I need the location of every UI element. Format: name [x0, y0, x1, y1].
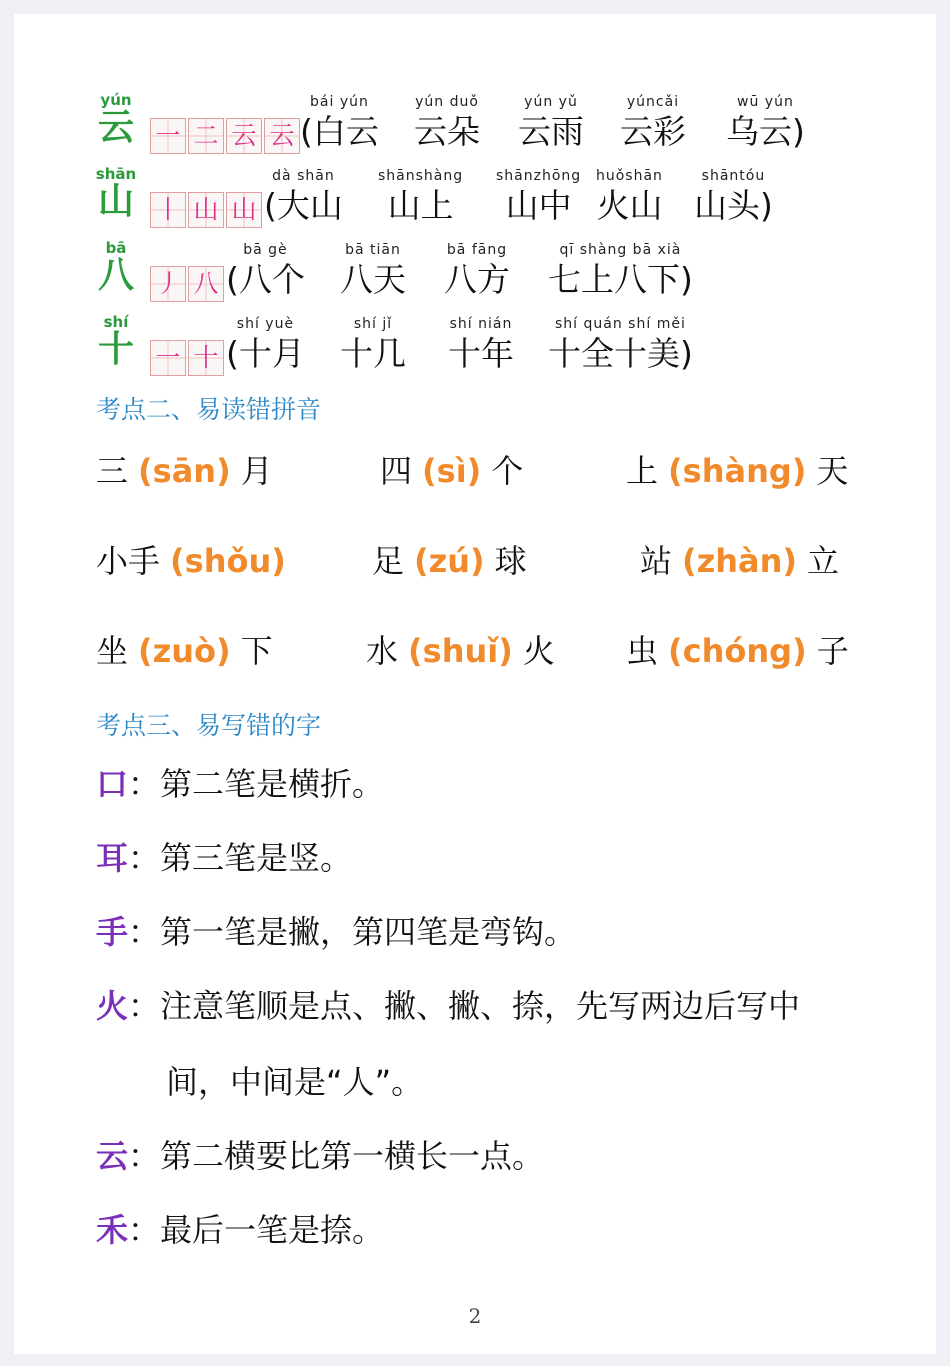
- stroke-cell: 丿: [150, 266, 186, 302]
- note-char: 禾: [96, 1211, 129, 1249]
- pinyin-post: 子: [816, 632, 849, 670]
- word-pinyin: shí nián: [449, 316, 513, 332]
- big-char: [94, 314, 138, 370]
- note-item: [96, 1136, 544, 1176]
- note-text: ：第一笔是撇，第四笔是弯钩。: [128, 913, 577, 951]
- pinyin-value: (sì): [422, 452, 482, 490]
- stroke-cell: 云: [264, 118, 300, 154]
- char-pinyin: bā: [105, 239, 127, 257]
- note-text: ：第二横要比第一横长一点。: [128, 1137, 545, 1175]
- pinyin-post: 球: [494, 542, 527, 580]
- word: [496, 166, 581, 226]
- word: [448, 314, 514, 374]
- char-hanzi: 山: [97, 181, 134, 222]
- page: [14, 14, 936, 1354]
- word-pinyin: yún duǒ: [415, 94, 479, 110]
- pinyin-value: (zuò): [138, 632, 231, 670]
- big-char: [94, 166, 138, 222]
- char-row-shan: [14, 166, 936, 240]
- pinyin-item: [96, 536, 296, 582]
- word-pinyin: shāntóu: [701, 168, 766, 184]
- word-pinyin: yún yǔ: [524, 94, 578, 110]
- pinyin-post: 火: [522, 632, 555, 670]
- pinyin-pre: 坐: [96, 632, 129, 670]
- word-pinyin: bā fāng: [446, 242, 508, 258]
- word: [548, 314, 693, 374]
- word-pinyin: shānshàng: [378, 168, 464, 184]
- word: [340, 314, 406, 374]
- word-hanzi: 云彩: [620, 112, 686, 151]
- word-hanzi: 火山: [596, 186, 663, 225]
- stroke-grids: [150, 192, 264, 228]
- word-pinyin: shí quán shí měi: [555, 316, 686, 332]
- word-hanzi: 山上: [387, 186, 454, 225]
- word-hanzi: 云雨: [518, 112, 584, 151]
- note-text: ：第三笔是竖。: [128, 839, 353, 877]
- word-pinyin: bā gè: [243, 242, 288, 258]
- word: [444, 240, 510, 300]
- note-item: [96, 986, 800, 1026]
- word: [596, 166, 663, 226]
- stroke-cell: 八: [188, 266, 224, 302]
- note-text: ：第二笔是横折。: [128, 765, 385, 803]
- note-char: 耳: [96, 839, 129, 877]
- pinyin-value: (sān): [138, 452, 231, 490]
- pinyin-pre: 足: [372, 542, 405, 580]
- word-hanzi: (白云: [300, 112, 379, 151]
- char-pinyin: shí: [103, 313, 129, 331]
- pinyin-pre: 三: [96, 452, 129, 490]
- word-pinyin: bā tiān: [345, 242, 401, 258]
- pinyin-item: [626, 626, 849, 672]
- word-pinyin: dà shān: [272, 168, 335, 184]
- note-char: 口: [96, 765, 129, 803]
- pinyin-post: 天: [816, 452, 849, 490]
- pinyin-value: (zú): [414, 542, 485, 580]
- stroke-grids: [150, 266, 226, 302]
- section-title: 考点二、易读错拼音: [96, 395, 322, 424]
- char-pinyin: yún: [100, 91, 132, 109]
- pinyin-item: [96, 446, 273, 492]
- word: [518, 92, 584, 152]
- word-pinyin: wū yún: [737, 94, 794, 110]
- word-hanzi: 山中: [505, 186, 572, 225]
- word-hanzi: 乌云): [726, 112, 805, 151]
- word-hanzi: 八方: [444, 260, 510, 299]
- word-pinyin: shānzhōng: [496, 168, 582, 184]
- word-pinyin: huǒshān: [596, 168, 663, 184]
- word: [620, 92, 686, 152]
- pinyin-post: 立: [807, 542, 840, 580]
- pinyin-item: [380, 446, 523, 492]
- word-hanzi: (八个: [226, 260, 305, 299]
- section-title: 考点三、易写错的字: [96, 711, 322, 740]
- char-hanzi: 八: [97, 255, 134, 296]
- note-item: [96, 838, 352, 878]
- page-number: 2: [468, 1304, 482, 1328]
- note-item: [96, 912, 576, 952]
- pinyin-item: [96, 626, 273, 672]
- word: [726, 92, 805, 152]
- note-char: 手: [96, 913, 129, 951]
- word: [226, 314, 305, 374]
- word-hanzi: (大山: [264, 186, 343, 225]
- char-hanzi: 十: [97, 329, 134, 370]
- word-hanzi: 十几: [340, 334, 406, 373]
- pinyin-item: [626, 446, 848, 492]
- pinyin-post: 月: [240, 452, 273, 490]
- word-hanzi: (十月: [226, 334, 305, 373]
- word-hanzi: 八天: [340, 260, 406, 299]
- word-pinyin: bái yún: [310, 94, 369, 110]
- pinyin-pre: 虫: [626, 632, 659, 670]
- note-item: [96, 764, 384, 804]
- pinyin-pre: 四: [380, 452, 413, 490]
- stroke-cell: 二: [188, 118, 224, 154]
- pinyin-post: 下: [240, 632, 273, 670]
- word: [548, 240, 693, 300]
- word-pinyin: shí yuè: [236, 316, 295, 332]
- word-hanzi: 山头): [694, 186, 773, 225]
- char-row-shi: [14, 314, 936, 388]
- char-pinyin: shān: [95, 165, 137, 183]
- word-hanzi: 十年: [448, 334, 514, 373]
- pinyin-item: [366, 626, 555, 672]
- word: [300, 92, 379, 152]
- char-row-yun: [14, 92, 936, 166]
- pinyin-item: [640, 536, 839, 582]
- char-hanzi: 云: [97, 107, 134, 148]
- stroke-cell: 云: [226, 118, 262, 154]
- pinyin-value: (chóng): [668, 632, 807, 670]
- stroke-cell: 山: [188, 192, 224, 228]
- pinyin-post: 个: [491, 452, 524, 490]
- pinyin-pre: 站: [640, 542, 673, 580]
- char-row-ba: [14, 240, 936, 314]
- word: [264, 166, 343, 226]
- pinyin-value: (zhàn): [682, 542, 798, 580]
- pinyin-value: (shàng): [668, 452, 807, 490]
- word-pinyin: yúncǎi: [626, 94, 680, 110]
- pinyin-row: [96, 536, 896, 586]
- note-text: ：注意笔顺是点、撇、撇、捺，先写两边后写中: [128, 987, 801, 1025]
- stroke-cell: 山: [226, 192, 262, 228]
- pinyin-row: [96, 626, 896, 676]
- stroke-cell: 丨: [150, 192, 186, 228]
- stroke-grids: [150, 118, 302, 154]
- big-char: [94, 240, 138, 296]
- word: [414, 92, 480, 152]
- stroke-cell: 一: [150, 340, 186, 376]
- pinyin-pre: 上: [626, 452, 659, 490]
- pinyin-pre: 水: [366, 632, 399, 670]
- pinyin-value: (shǒu): [170, 542, 286, 580]
- stroke-cell: 一: [150, 118, 186, 154]
- word-pinyin: shí jǐ: [353, 316, 393, 332]
- stroke-cell: 十: [188, 340, 224, 376]
- word: [340, 240, 406, 300]
- note-continuation: 间，中间是“人”。: [166, 1063, 424, 1101]
- pinyin-item: [372, 536, 527, 582]
- word-hanzi: 云朵: [414, 112, 480, 151]
- word: [378, 166, 463, 226]
- pinyin-value: (shuǐ): [408, 632, 513, 670]
- word-pinyin: qī shàng bā xià: [559, 242, 682, 258]
- word: [694, 166, 773, 226]
- word-hanzi: 七上八下): [548, 260, 693, 299]
- note-char: 云: [96, 1137, 129, 1175]
- pinyin-row: [96, 446, 896, 496]
- note-text: ：最后一笔是捺。: [128, 1211, 385, 1249]
- note-char: 火: [96, 987, 129, 1025]
- pinyin-pre: 小手: [96, 542, 161, 580]
- word-hanzi: 十全十美): [548, 334, 693, 373]
- note-item: [96, 1210, 384, 1250]
- word: [226, 240, 305, 300]
- stroke-grids: [150, 340, 226, 376]
- big-char: [94, 92, 138, 148]
